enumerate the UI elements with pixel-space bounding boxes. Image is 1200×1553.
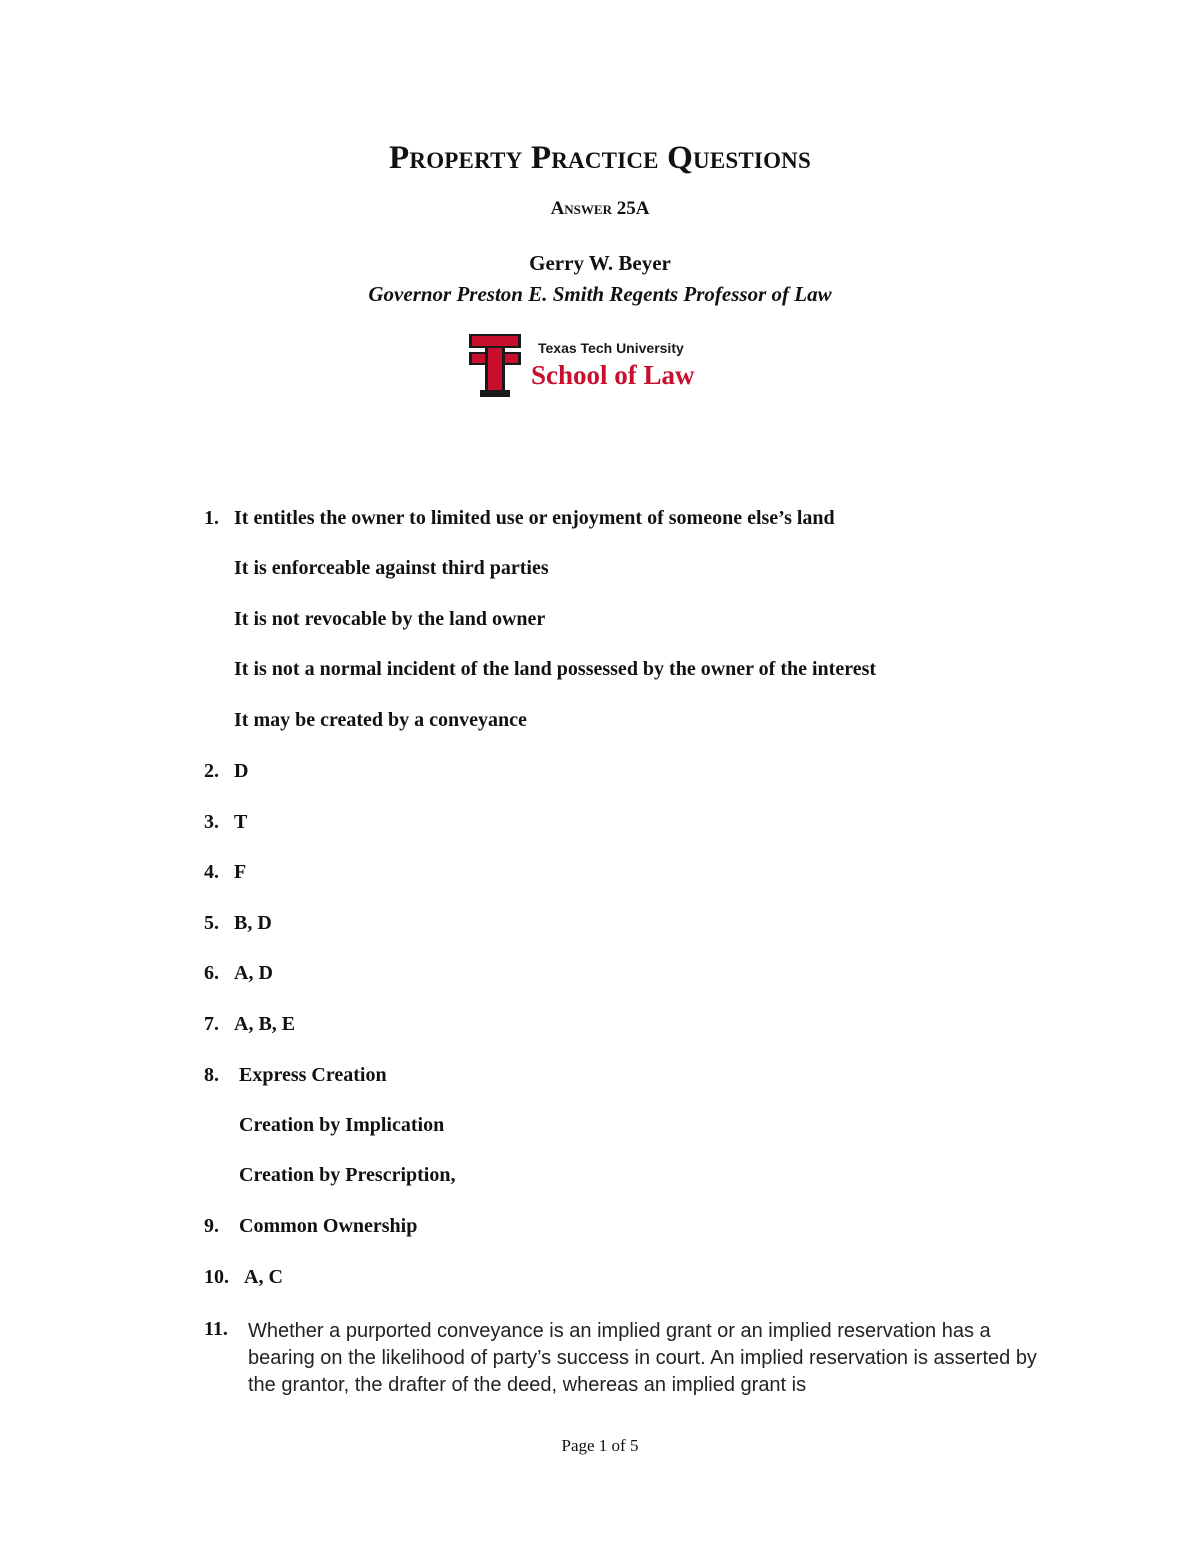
- answer-8-line-1: Express Creation: [239, 1064, 387, 1086]
- answer-1-line-5: It may be created by a conveyance: [234, 709, 527, 731]
- answer-7-text: A, B, E: [234, 1013, 296, 1035]
- answer-1-line-2: It is enforceable against third parties: [234, 557, 549, 579]
- answer-1-number: 1.: [204, 507, 219, 529]
- answer-7-number: 7.: [204, 1013, 219, 1035]
- answer-1-line-3: It is not revocable by the land owner: [234, 608, 546, 630]
- answer-4-number: 4.: [204, 861, 219, 883]
- answer-10-text: A, C: [244, 1266, 283, 1288]
- answer-3-number: 3.: [204, 811, 219, 833]
- logo-university-name: Texas Tech University: [538, 340, 684, 356]
- answer-8-number: 8.: [204, 1064, 219, 1086]
- author-title: Governor Preston E. Smith Regents Professor of Law: [368, 282, 832, 306]
- answer-3-text: T: [234, 811, 248, 833]
- answer-9-number: 9.: [204, 1215, 219, 1237]
- answer-1-line-4: It is not a normal incident of the land possessed by the owner of the interest: [234, 658, 877, 680]
- answer-11-number: 11.: [204, 1318, 228, 1340]
- answer-11-text: Whether a purported conveyance is an implied grant or an implied reservation has a bearing on the likelihood of party’s success in court. An implied reservation is asserted by the grantor, the drafter of the deed, whereas an implied grant is: [248, 1320, 1037, 1396]
- answer-1-line-1: It entitles the owner to limited use or enjoyment of someone else’s land: [234, 507, 835, 529]
- double-t-logo-icon: [467, 332, 525, 398]
- answer-2-number: 2.: [204, 760, 219, 782]
- answer-2-text: D: [234, 760, 249, 782]
- answer-6-text: A, D: [234, 962, 273, 984]
- answer-6-number: 6.: [204, 962, 219, 984]
- answer-10-number: 10.: [204, 1266, 229, 1288]
- answer-5-text: B, D: [234, 912, 272, 934]
- author-name: Gerry W. Beyer: [529, 251, 671, 275]
- answer-8-line-2: Creation by Implication: [239, 1114, 445, 1136]
- page-title: Property Practice Questions: [389, 140, 811, 176]
- answer-8-line-3: Creation by Prescription,: [239, 1164, 456, 1186]
- page-subtitle: Answer 25A: [550, 198, 650, 219]
- page-number: Page 1 of 5: [561, 1436, 639, 1455]
- answer-4-text: F: [234, 861, 247, 883]
- school-logo: [467, 332, 733, 398]
- logo-school-name: School of Law: [531, 360, 695, 390]
- answer-9-text: Common Ownership: [239, 1215, 418, 1237]
- answer-5-number: 5.: [204, 912, 219, 934]
